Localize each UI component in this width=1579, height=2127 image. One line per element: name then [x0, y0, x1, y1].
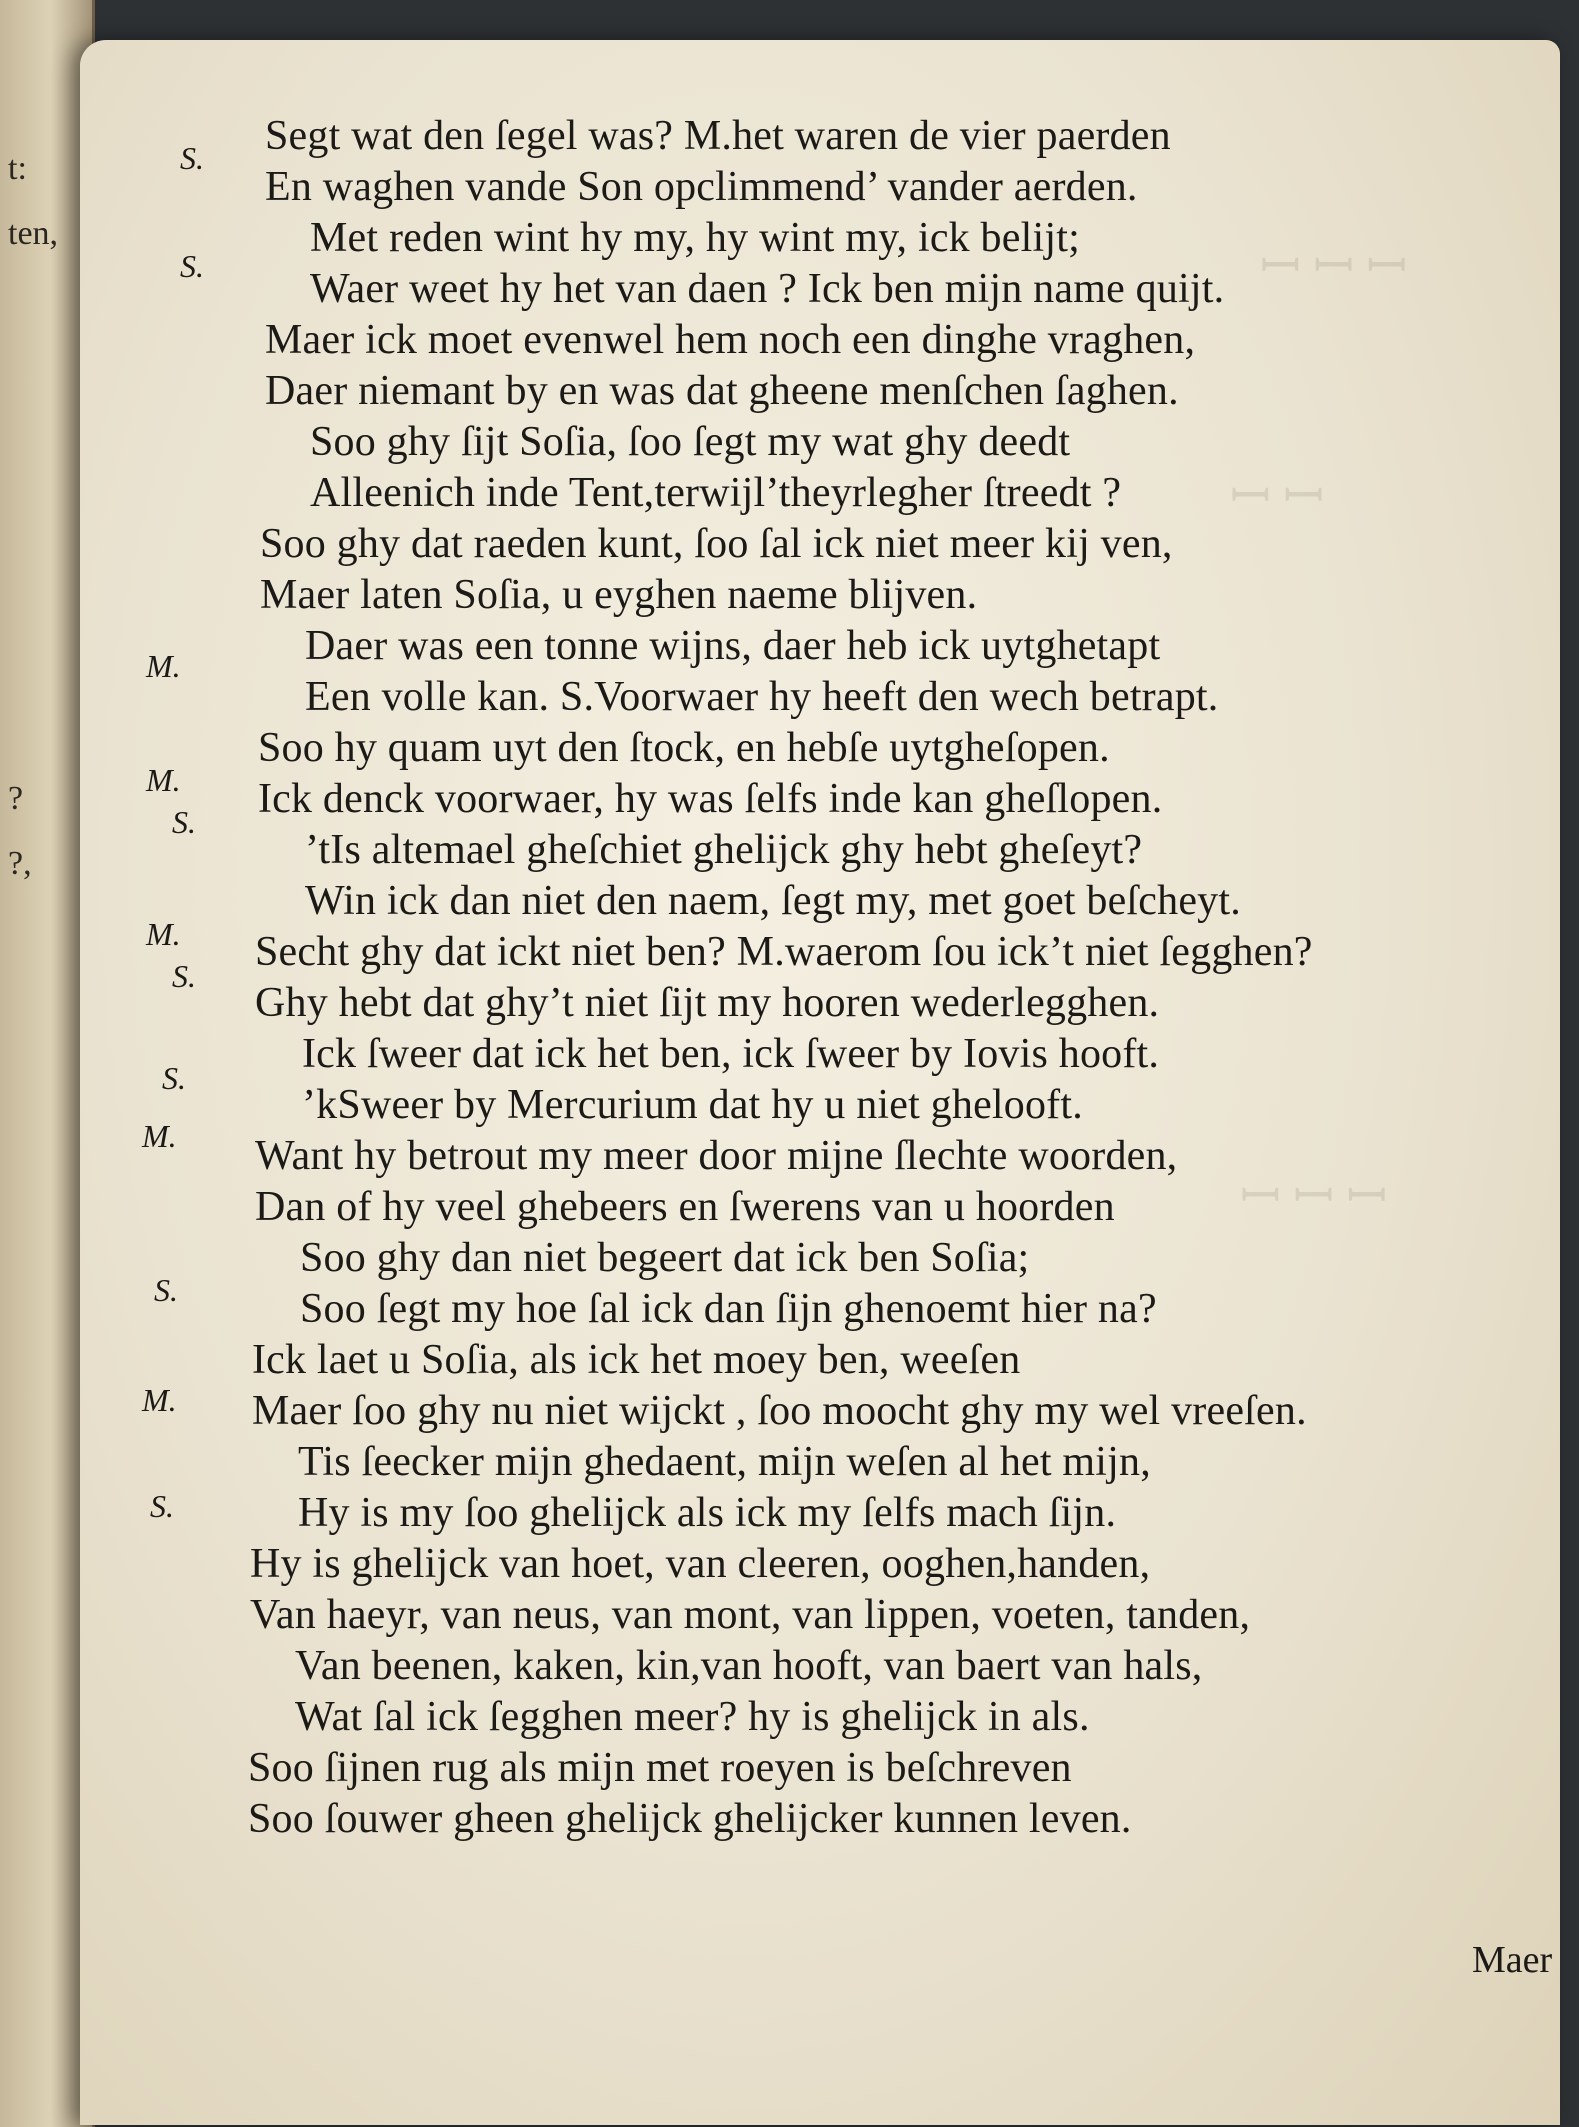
verse-line: Secht ghy dat ickt niet ben? M.waerom ſou ick’t niet ſegghen? [255, 929, 1313, 975]
speaker-label: S. [162, 1060, 186, 1096]
verse-line: Soo ghy dat raeden kunt, ſoo ſal ick niet meer kij ven, [260, 521, 1173, 567]
verse-line: Daer was een tonne wijns, daer heb ick uytghetapt [305, 623, 1161, 669]
verse-line: Win ick dan niet den naem, ſegt my, met goet beſcheyt. [305, 878, 1241, 924]
verse-line: Soo ſegt my hoe ſal ick dan ſijn ghenoemt hier na? [300, 1286, 1157, 1332]
verse-line: Want hy betrout my meer door mijne ſlechte woorden, [255, 1133, 1178, 1179]
prev-page-glyph: ?, [8, 845, 32, 882]
verse-line: Tis ſeecker mijn ghedaent, mijn weſen al het mijn, [298, 1439, 1151, 1485]
prev-page-glyph: ? [8, 780, 24, 817]
verse-line: Ghy hebt dat ghy’t niet ſijt my hooren wederlegghen. [255, 980, 1160, 1026]
verse-line: ’tIs altemael gheſchiet ghelijck ghy hebt gheſeyt? [305, 827, 1143, 873]
speaker-label: M. [146, 916, 181, 952]
verse-line: Met reden wint hy my, hy wint my, ick belijt; [310, 215, 1080, 261]
verse-line: Soo ſouwer gheen ghelijck ghelijcker kunnen leven. [248, 1796, 1132, 1842]
prev-page-glyph: ten, [8, 215, 59, 252]
speaker-label: M. [142, 1382, 177, 1418]
speaker-label: S. [150, 1488, 174, 1524]
verse-line: Daer niemant by en was dat gheene menſchen ſaghen. [265, 368, 1179, 414]
verse-line: Maer laten Soſia, u eyghen naeme blijven. [260, 572, 978, 618]
verse-line: Wat ſal ick ſegghen meer? hy is ghelijck in als. [295, 1694, 1090, 1740]
verse-line: Ick denck voorwaer, hy was ſelfs inde kan gheſlopen. [258, 776, 1163, 822]
speaker-label: S. [154, 1272, 178, 1308]
verse-line: Ick laet u Soſia, als ick het moey ben, weeſen [252, 1337, 1021, 1383]
speaker-label: S. [180, 248, 204, 284]
verse-line: En waghen vande Son opclimmend’ vander aerden. [265, 164, 1138, 210]
speaker-label: S. [180, 140, 204, 176]
verse-line: Hy is my ſoo ghelijck als ick my ſelfs mach ſijn. [298, 1490, 1117, 1536]
verse-line: Van haeyr, van neus, van mont, van lippen, voeten, tanden, [250, 1592, 1251, 1638]
verse-line: Maer ſoo ghy nu niet wijckt , ſoo moocht ghy my wel vreeſen. [252, 1388, 1307, 1434]
verse-line: Hy is ghelijck van hoet, van cleeren, ooghen,handen, [250, 1541, 1151, 1587]
verse-line: Ick ſweer dat ick het ben, ick ſweer by Iovis hooft. [302, 1031, 1160, 1077]
verse-line: Een volle kan. S.Voorwaer hy heeft den wech betrapt. [305, 674, 1219, 720]
verse-line: Alleenich inde Tent,terwijl’theyrlegher ſtreedt ? [310, 470, 1122, 516]
verse-line: Segt wat den ſegel was? M.het waren de vier paerden [265, 113, 1171, 159]
speaker-label: M. [146, 648, 181, 684]
speaker-label: S. [172, 958, 196, 994]
speaker-label: S. [172, 804, 196, 840]
speaker-label: M. [142, 1118, 177, 1154]
verse-line: Soo hy quam uyt den ſtock, en hebſe uytgheſopen. [258, 725, 1110, 771]
verse-line: ’kSweer by Mercurium dat hy u niet ghelooft. [302, 1082, 1083, 1128]
verse-line: Soo ghy ſijt Soſia, ſoo ſegt my wat ghy deedt [310, 419, 1071, 465]
prev-page-glyph: t: [8, 150, 27, 187]
verse-line: Maer ick moet evenwel hem noch een dinghe vraghen, [265, 317, 1196, 363]
catchword: Maer [1472, 1939, 1553, 1981]
verse-line: Soo ſijnen rug als mijn met roeyen is beſchreven [248, 1745, 1072, 1791]
verse-line: Soo ghy dan niet begeert dat ick ben Soſia; [300, 1235, 1030, 1281]
verse-line: Dan of hy veel ghebeers en ſwerens van u hoorden [255, 1184, 1115, 1230]
book-page: ꟷ ꟷ ꟷ ꟷ ꟷ ꟷ ꟷ ꟷ S. S. M. M. S. M. S. S. M. S. M. S. Segt wat den ſegel was? M.het waren de vier paerden En waghen vande Son opclimmend’ vander aerden. Met reden wint hy my, hy wint my, ick belijt; Waer weet hy het van daen ? Ick ben mijn name quijt. Maer ick moet evenwel hem noch een dinghe vraghen, Daer niemant by en was dat gheene menſchen ſaghen. Soo ghy ſijt Soſia, ſoo ſegt my wat ghy deedt Alleenich inde Tent,terwijl’theyrlegher ſtreedt ? Soo ghy dat raeden kunt, ſoo ſal ick niet meer kij ven, Maer laten Soſia, u eyghen naeme blijven. Daer was een tonne wijns, daer heb ick uytghetapt Een volle kan. S.Voorwaer hy heeft den wech betrapt. Soo hy quam uyt den ſtock, en hebſe uytgheſopen. Ick denck voorwaer, hy was ſelfs inde kan gheſlopen. ’tIs altemael gheſchiet ghelijck ghy hebt gheſeyt? Win ick dan niet den naem, ſegt my, met goet beſcheyt. Secht ghy dat ickt niet ben? M.waerom ſou ick’t niet ſegghen? Ghy hebt dat ghy’t niet ſijt my hooren wederlegghen. Ick ſweer dat ick het ben, ick ſweer by Iovis hooft. ’kSweer by Mercurium dat hy u niet ghelooft. Want hy betrout my meer door mijne ſlechte woorden, Dan of hy veel ghebeers en ſwerens van u hoorden Soo ghy dan niet begeert dat ick ben Soſia; Soo ſegt my hoe ſal ick dan ſijn ghenoemt hier na? Ick laet u Soſia, als ick het moey ben, weeſen Maer ſoo ghy nu niet wijckt , ſoo moocht ghy my wel vreeſen. Tis ſeecker mijn ghedaent, mijn weſen al het mijn, Hy is my ſoo ghelijck als ick my ſelfs mach ſijn. Hy is ghelijck van hoet, van cleeren, ooghen,handen, Van haeyr, van neus, van mont, van lippen, voeten, tanden, Van beenen, kaken, kin,van hooft, van baert van hals, Wat ſal ick ſegghen meer? hy is ghelijck in als. Soo ſijnen rug als mijn met roeyen is beſchreven Soo ſouwer gheen ghelijck ghelijcker kunnen leven. Maer [80, 40, 1560, 2125]
verse-line: Waer weet hy het van daen ? Ick ben mijn name quijt. [310, 266, 1225, 312]
speaker-label: M. [146, 762, 181, 798]
verse-line: Van beenen, kaken, kin,van hooft, van baert van hals, [295, 1643, 1203, 1689]
